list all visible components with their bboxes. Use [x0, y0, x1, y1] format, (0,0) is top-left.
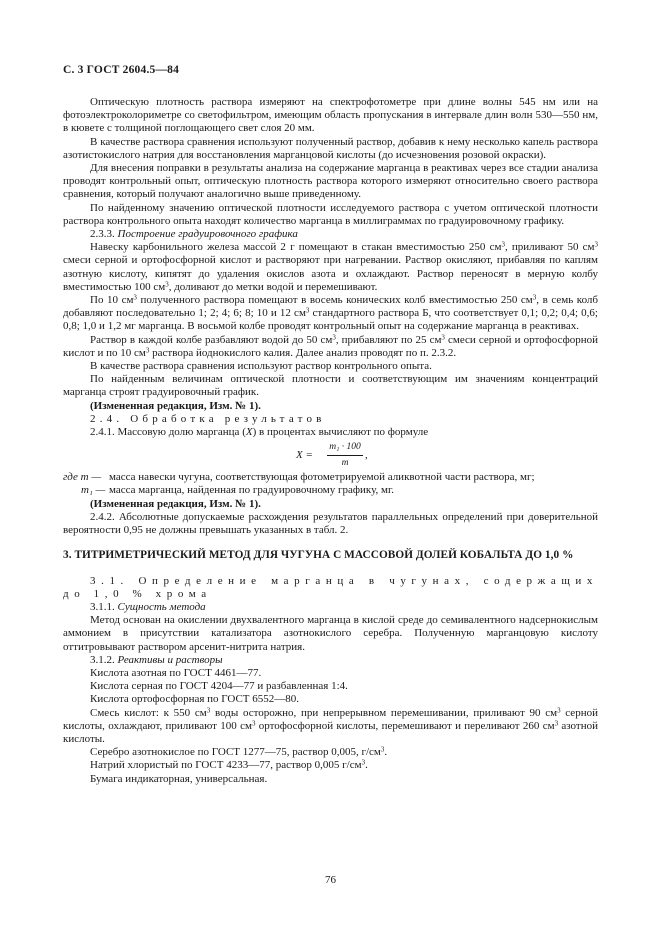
text-run: полученного раствора помещают в восемь конических колб вместимостью 250 см	[136, 294, 533, 307]
text-run: .	[365, 759, 368, 772]
superscript: 3	[441, 333, 445, 342]
page-header: С. 3 ГОСТ 2604.5—84	[63, 64, 180, 76]
superscript: 3	[165, 280, 169, 289]
subsection-heading	[63, 228, 598, 241]
variable: X	[245, 426, 253, 439]
legend-key: где m —	[63, 471, 102, 484]
reagent-item	[63, 759, 598, 772]
superscript: 3	[501, 240, 505, 249]
reagent-item	[63, 707, 598, 747]
superscript: 3	[594, 240, 599, 249]
paragraph	[63, 426, 598, 439]
section-title: Сущность метода	[117, 600, 206, 613]
superscript: 3	[305, 306, 310, 315]
paragraph: Оптическую плотность раствора измеряют на спектрофотометре при длине волны 545 нм или на фотоэлектроколориметре со светофильтром, имеющим область пропускания в интервале длин волн 530—550 нм, в кювете с толщиной поглощающего свет слоя 20 мм.	[63, 96, 598, 135]
formula-lhs: X =	[296, 449, 313, 462]
text-run: , прибавляют по 25 см	[335, 333, 442, 346]
text-run: , в семь колб добавляют последовательно 1; 2; 4; 6; 8; 10 и 12 см	[63, 294, 599, 320]
superscript: 3	[332, 333, 336, 342]
superscript: 3	[554, 719, 559, 728]
superscript: 3	[145, 346, 150, 355]
subsection-heading	[63, 601, 598, 614]
text-run: , приливают 50 см	[504, 241, 595, 254]
section-number: 3.1.1.	[90, 600, 115, 613]
text-run: смеси серной и ортофосфорной кислот и растворяют при нагревании. Раствор окисляют, прибавляя по каплям азотную кислоту, кипятят до удаления окислов азота и охлаждают. Раствор переносят в мерную колбу вместимостью 100 см	[63, 254, 598, 293]
section-title: Реактивы и растворы	[117, 653, 223, 666]
text-run: Раствор в каждой колбе разбавляют водой до 50 см	[90, 333, 333, 346]
formula-denominator: m	[341, 458, 349, 469]
paragraph: В качестве раствора сравнения используют раствор контрольного опыта.	[90, 360, 432, 373]
reagent-item: Кислота азотная по ГОСТ 4461—77.	[90, 666, 262, 679]
superscript: 3	[133, 293, 137, 302]
superscript: 3	[380, 745, 385, 754]
page-number: 76	[325, 874, 336, 886]
text-run: серной кислоты, охлаждают, приливают 100 см	[63, 706, 598, 732]
reagent-item	[63, 746, 598, 759]
legend-text: масса навески чугуна, соответствующая фотометрируемой аликвотной части раствора, мг;	[109, 471, 535, 484]
superscript: 3	[361, 758, 366, 767]
paragraph	[63, 334, 598, 360]
formula-legend-row	[63, 484, 598, 497]
paragraph: 2.4.2. Абсолютные допускаемые расхождения результатов параллельных определений при доверительной вероятности 0,95 не должны превышать указанных в табл. 2.	[63, 510, 598, 537]
formula	[63, 441, 598, 469]
text-run: Натрий хлористый по ГОСТ 4233—77, раствор 0,005 г/см	[90, 759, 362, 772]
reagent-item: Бумага индикаторная, универсальная.	[90, 772, 268, 785]
superscript: 3	[532, 293, 537, 302]
text-run: , доливают до метки водой и перемешивают.	[168, 280, 378, 293]
legend-text: масса марганца, найденная по градуировочному графику, мг.	[109, 484, 394, 497]
amendment-note: (Измененная редакция, Изм. № 1).	[90, 497, 261, 510]
text-run: раствора йоднокислого калия. Далее анализ проводят по п. 2.3.2.	[149, 346, 457, 359]
paragraph: По найденным величинам оптической плотности и соответствующим им значениям концентраций марганца строят градуировочный график.	[63, 373, 598, 399]
paragraph: По найденному значению оптической плотности исследуемого раствора с учетом оптической плотности раствора контрольного опыта находят количество марганца в миллиграммах по градуировочному графику.	[63, 201, 598, 227]
text-run: Навеску карбонильного железа массой 2 г помещают в стакан вместимостью 250 см	[90, 241, 502, 254]
paragraph: В качестве раствора сравнения используют полученный раствор, добавив к нему несколько капель раствора азотистокислого натрия для восстановления марганцовой кислоты (до исчезновения розовой окраски).	[63, 135, 598, 161]
text-run: Серебро азотнокислое по ГОСТ 1277—75, раствор 0,005, г/см	[90, 746, 381, 759]
text-run: азотной кислоты.	[63, 719, 598, 745]
superscript: 3	[251, 719, 256, 728]
paragraph: Для внесения поправки в результаты анализа на содержание марганца в реактивах через все стадии анализа проводят контрольный опыт, оптическую плотность раствора которого измеряют относительно своего раствора сравнения, который получают аналогично выше приведенному.	[63, 162, 598, 201]
subsection-heading: 2.4. Обработка результатов	[90, 412, 326, 425]
reagent-item: Кислота ортофосфорная по ГОСТ 6552—80.	[90, 693, 300, 706]
section-heading: 3. ТИТРИМЕТРИЧЕСКИЙ МЕТОД ДЛЯ ЧУГУНА С МАССОВОЙ ДОЛЕЙ КОБАЛЬТА ДО 1,0 %	[63, 549, 574, 562]
section-number: 2.3.3.	[90, 228, 115, 241]
text-run: По 10 см	[90, 294, 134, 307]
subsection-heading	[63, 654, 598, 667]
reagent-item: Кислота серная по ГОСТ 4204—77 и разбавленная 1:4.	[90, 680, 348, 693]
section-number: 3.1.2.	[90, 653, 115, 666]
formula-tail: ,	[365, 449, 368, 462]
text-run: ортофосфорной кислоты, перемешивают и переливают 260 см	[255, 719, 555, 732]
subsection-heading: 3.1. Определение марганца в чугунах, содержащих до 1,0 % хрома	[63, 574, 598, 600]
text-run: Смесь кислот: к 550 см	[90, 706, 207, 719]
formula-numerator: m₁ · 100	[327, 441, 363, 456]
text-run: .	[384, 746, 388, 759]
text-run: стандартного раствора Б, что соответствует 0,1; 0,2; 0,4; 0,6; 0,8; 1,0 и 1,2 мг марганца. В восьмой колбе проводят контрольный опыт на содержание марганца в реактивах.	[63, 307, 598, 333]
text-run: ) в процентах вычисляют по формуле	[252, 426, 429, 439]
formula-fraction	[327, 441, 363, 470]
text-run: смеси серной и ортофосфорной кислот и по 10 см	[63, 333, 598, 359]
paragraph	[63, 241, 598, 294]
paragraph	[63, 294, 598, 334]
paragraph: Метод основан на окислении двухвалентного марганца в кислой среде до семивалентного надсернокислым аммонием в присутствии катализатора азотнокислого серебра. Полученную марганцовую кислоту оттитровывают раствором арсенит-нитрита натрия.	[63, 614, 598, 653]
amendment-note: (Измененная редакция, Изм. № 1).	[90, 399, 261, 412]
legend-key: m₁ —	[81, 484, 106, 497]
text-run: 2.4.1. Массовую долю марганца (	[90, 426, 246, 439]
superscript: 3	[557, 706, 561, 715]
text-run: воды осторожно, при непрерывном перемешивании, приливают 90 см	[210, 706, 558, 719]
section-title: Построение градуировочного графика	[117, 228, 298, 241]
document-body	[63, 96, 598, 786]
superscript: 3	[206, 706, 211, 715]
formula-legend-row	[63, 471, 598, 484]
